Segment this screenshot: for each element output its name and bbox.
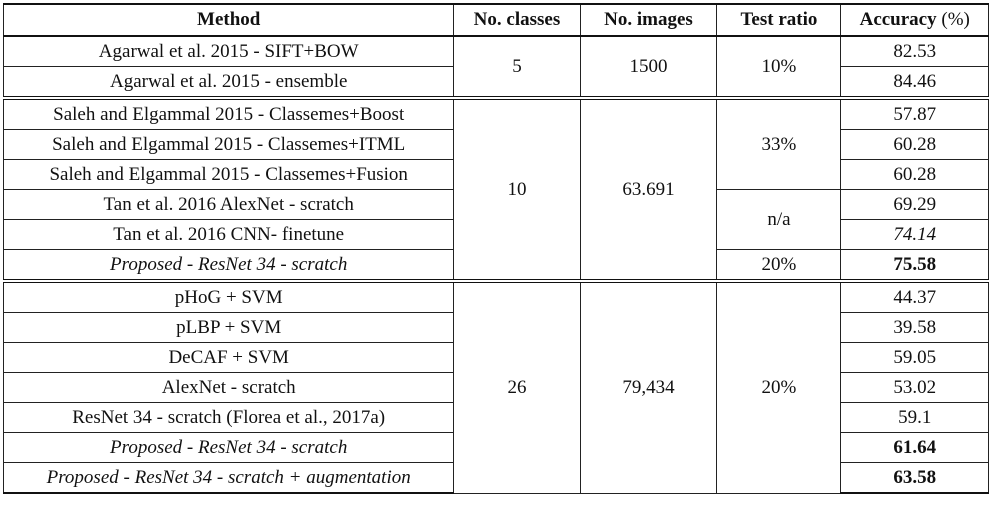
method-cell-proposed: Proposed - ResNet 34 - scratch [4,250,454,282]
header-images: No. images [580,4,717,36]
method-cell: Agarwal et al. 2015 - SIFT+BOW [4,36,454,67]
accuracy-cell-best: 75.58 [841,250,989,282]
accuracy-cell: 44.37 [841,281,989,313]
results-table-container [3,3,989,494]
accuracy-cell: 74.14 [841,220,989,250]
method-cell-proposed: Proposed - ResNet 34 - scratch [4,433,454,463]
method-cell: AlexNet - scratch [4,373,454,403]
method-cell: pLBP + SVM [4,313,454,343]
table-row [4,36,989,67]
accuracy-cell-best: 63.58 [841,463,989,494]
header-accuracy-label: Accuracy [859,9,937,30]
accuracy-cell: 57.87 [841,98,989,130]
method-cell: Saleh and Elgammal 2015 - Classemes+Fusion [4,160,454,190]
header-row [4,4,989,36]
classes-cell: 26 [454,281,580,493]
test-ratio-cell: n/a [717,190,841,250]
header-method: Method [4,4,454,36]
method-cell: ResNet 34 - scratch (Florea et al., 2017a) [4,403,454,433]
method-cell: Saleh and Elgammal 2015 - Classemes+Boost [4,98,454,130]
header-accuracy-unit: (%) [936,9,970,30]
accuracy-cell: 59.1 [841,403,989,433]
accuracy-cell: 60.28 [841,130,989,160]
header-test-ratio: Test ratio [717,4,841,36]
accuracy-cell: 60.28 [841,160,989,190]
method-cell: Tan et al. 2016 CNN- finetune [4,220,454,250]
test-ratio-cell: 33% [717,98,841,190]
results-table [3,3,989,494]
images-cell: 79,434 [580,281,717,493]
classes-cell: 10 [454,98,580,281]
accuracy-cell: 82.53 [841,36,989,67]
method-cell: pHoG + SVM [4,281,454,313]
accuracy-cell: 69.29 [841,190,989,220]
test-ratio-cell: 20% [717,281,841,493]
accuracy-cell: 59.05 [841,343,989,373]
images-cell: 1500 [580,36,717,98]
table-row [4,281,989,313]
test-ratio-cell: 10% [717,36,841,98]
accuracy-cell: 39.58 [841,313,989,343]
header-classes: No. classes [454,4,580,36]
header-accuracy [841,4,989,36]
classes-cell: 5 [454,36,580,98]
table-row [4,98,989,130]
method-cell: Agarwal et al. 2015 - ensemble [4,67,454,99]
method-cell-proposed: Proposed - ResNet 34 - scratch + augmentation [4,463,454,494]
test-ratio-cell: 20% [717,250,841,282]
method-cell: Tan et al. 2016 AlexNet - scratch [4,190,454,220]
accuracy-cell: 53.02 [841,373,989,403]
accuracy-cell-best: 61.64 [841,433,989,463]
method-cell: Saleh and Elgammal 2015 - Classemes+ITML [4,130,454,160]
images-cell: 63.691 [580,98,717,281]
method-cell: DeCAF + SVM [4,343,454,373]
accuracy-cell: 84.46 [841,67,989,99]
